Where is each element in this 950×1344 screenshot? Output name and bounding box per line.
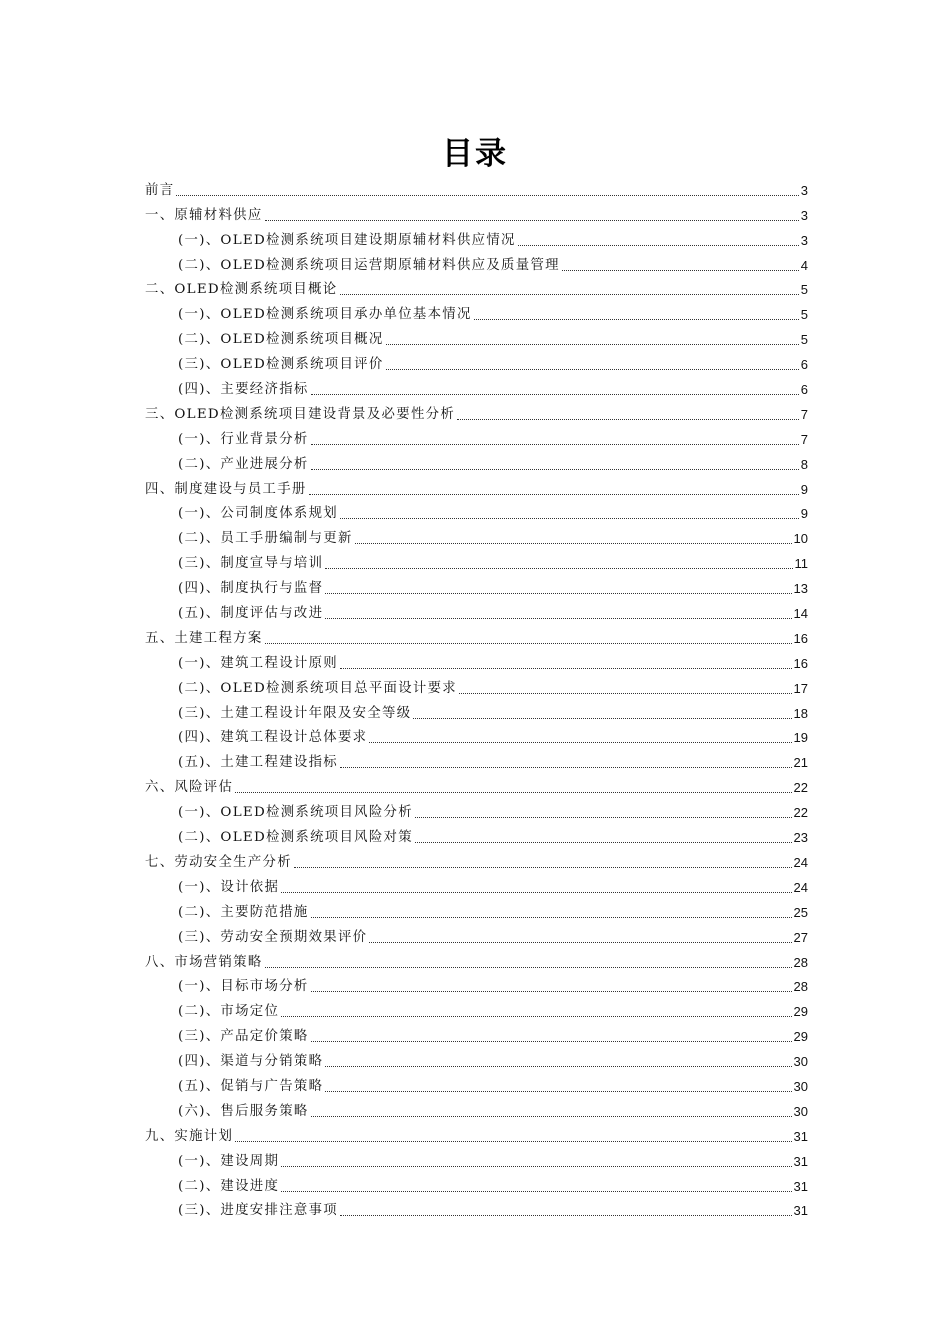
toc-page-number: 31 (793, 1153, 808, 1169)
toc-subsection-entry[interactable] (145, 324, 808, 349)
toc-subsection-entry[interactable] (145, 996, 808, 1021)
toc-dot-leader (413, 717, 791, 719)
toc-subsection-entry[interactable] (145, 548, 808, 573)
toc-page-number: 22 (793, 780, 808, 796)
toc-dot-leader (294, 866, 792, 868)
toc-subsection-entry[interactable] (145, 499, 808, 524)
toc-subsection-entry[interactable] (145, 250, 808, 275)
toc-dot-leader (415, 841, 792, 843)
toc-entry-title: (一)、目标市场分析 (178, 979, 309, 995)
toc-subsection-entry[interactable] (145, 648, 808, 673)
toc-entry-title: 五、土建工程方案 (145, 630, 263, 646)
toc-page-number: 18 (793, 705, 808, 721)
toc-page-number: 8 (800, 456, 808, 472)
toc-entry-title: (一)、建设周期 (178, 1153, 280, 1169)
toc-subsection-entry[interactable] (145, 922, 808, 947)
toc-page-number: 25 (793, 904, 808, 920)
toc-page-number: 9 (800, 481, 808, 497)
toc-page-number: 24 (793, 854, 808, 870)
toc-subsection-entry[interactable] (145, 872, 808, 897)
toc-dot-leader (235, 791, 791, 793)
toc-page-number: 22 (793, 805, 808, 821)
toc-page-number: 29 (793, 1029, 808, 1045)
toc-section-entry[interactable] (145, 175, 808, 200)
toc-dot-leader (281, 1015, 791, 1017)
toc-dot-leader (340, 766, 792, 768)
toc-entry-title: (三)、土建工程设计年限及安全等级 (178, 705, 412, 721)
toc-page-number: 21 (793, 755, 808, 771)
toc-subsection-entry[interactable] (145, 747, 808, 772)
toc-entry-title: (一)、OLED检测系统项目承办单位基本情况 (178, 307, 472, 323)
toc-subsection-entry[interactable] (145, 1171, 808, 1196)
toc-entry-title: (三)、产品定价策略 (178, 1029, 309, 1045)
toc-entry-title: 四、制度建设与员工手册 (145, 481, 307, 497)
toc-entry-title: (二)、主要防范措施 (178, 904, 309, 920)
toc-section-entry[interactable] (145, 474, 808, 499)
toc-dot-leader (265, 642, 792, 644)
toc-dot-leader (325, 1065, 791, 1067)
toc-dot-leader (311, 916, 792, 918)
toc-entry-title: 一、原辅材料供应 (145, 207, 263, 223)
toc-dot-leader (325, 617, 791, 619)
toc-page-number: 31 (793, 1203, 808, 1219)
toc-entry-title: 七、劳动安全生产分析 (145, 854, 292, 870)
toc-subsection-entry[interactable] (145, 349, 808, 374)
toc-page-number: 4 (800, 257, 808, 273)
toc-section-entry[interactable] (145, 947, 808, 972)
toc-entry-title: (三)、劳动安全预期效果评价 (178, 929, 368, 945)
toc-subsection-entry[interactable] (145, 897, 808, 922)
toc-subsection-entry[interactable] (145, 797, 808, 822)
toc-page-number: 19 (793, 730, 808, 746)
toc-entry-title: (一)、建筑工程设计原则 (178, 655, 338, 671)
toc-entry-title: (二)、OLED检测系统项目概况 (178, 332, 384, 348)
toc-subsection-entry[interactable] (145, 225, 808, 250)
toc-section-entry[interactable] (145, 275, 808, 300)
toc-page-number: 10 (793, 531, 808, 547)
toc-entry-title: (二)、产业进展分析 (178, 456, 309, 472)
toc-page-number: 7 (800, 431, 808, 447)
toc-dot-leader (281, 891, 791, 893)
toc-subsection-entry[interactable] (145, 424, 808, 449)
toc-entry-title: 二、OLED检测系统项目概论 (145, 282, 338, 298)
toc-section-entry[interactable] (145, 1121, 808, 1146)
toc-dot-leader (386, 368, 799, 370)
toc-page-number: 28 (793, 954, 808, 970)
toc-dot-leader (235, 1140, 791, 1142)
toc-entry-title: (四)、建筑工程设计总体要求 (178, 730, 368, 746)
toc-dot-leader (562, 269, 799, 271)
toc-entry-title: (五)、制度评估与改进 (178, 606, 324, 622)
toc-subsection-entry[interactable] (145, 449, 808, 474)
toc-entry-title: 六、风险评估 (145, 780, 234, 796)
toc-entry-title: 三、OLED检测系统项目建设背景及必要性分析 (145, 406, 456, 422)
toc-subsection-entry[interactable] (145, 1046, 808, 1071)
toc-dot-leader (457, 418, 799, 420)
toc-dot-leader (415, 816, 792, 818)
toc-page-number: 29 (793, 1004, 808, 1020)
toc-page-number: 30 (793, 1054, 808, 1070)
toc-dot-leader (281, 1165, 791, 1167)
toc-subsection-entry[interactable] (145, 598, 808, 623)
toc-entry-title: (二)、市场定位 (178, 1004, 280, 1020)
toc-dot-leader (369, 941, 791, 943)
toc-page-number: 24 (793, 879, 808, 895)
toc-page-number: 7 (800, 406, 808, 422)
toc-dot-leader (340, 517, 799, 519)
toc-dot-leader (474, 318, 799, 320)
toc-entry-title: (二)、OLED检测系统项目风险对策 (178, 830, 413, 846)
toc-subsection-entry[interactable] (145, 1071, 808, 1096)
toc-entry-title: (二)、员工手册编制与更新 (178, 531, 353, 547)
toc-entry-title: (一)、OLED检测系统项目风险分析 (178, 805, 413, 821)
toc-subsection-entry[interactable] (145, 723, 808, 748)
toc-section-entry[interactable] (145, 847, 808, 872)
toc-entry-title: (一)、OLED检测系统项目建设期原辅材料供应情况 (178, 232, 516, 248)
toc-subsection-entry[interactable] (145, 1146, 808, 1171)
toc-dot-leader (311, 443, 799, 445)
toc-dot-leader (311, 1115, 792, 1117)
toc-page-number: 23 (793, 830, 808, 846)
toc-page-number: 13 (793, 581, 808, 597)
toc-entry-title: (三)、进度安排注意事项 (178, 1203, 338, 1219)
toc-page-number: 3 (800, 182, 808, 198)
toc-subsection-entry[interactable] (145, 1196, 808, 1221)
toc-entry-title: 八、市场营销策略 (145, 954, 263, 970)
toc-entry-title: (五)、土建工程建设指标 (178, 755, 338, 771)
toc-page-number: 31 (793, 1128, 808, 1144)
toc-page-number: 11 (794, 556, 808, 572)
toc-entry-title: (四)、主要经济指标 (178, 382, 309, 398)
toc-entry-title: (二)、建设进度 (178, 1178, 280, 1194)
toc-subsection-entry[interactable] (145, 299, 808, 324)
toc-dot-leader (325, 567, 792, 569)
toc-page-number: 3 (800, 207, 808, 223)
toc-page-number: 5 (800, 307, 808, 323)
toc-dot-leader (311, 393, 799, 395)
toc-page-number: 6 (800, 357, 808, 373)
toc-dot-leader (518, 244, 799, 246)
toc-page-number: 27 (793, 929, 808, 945)
toc-page-number: 16 (793, 655, 808, 671)
toc-page-number: 14 (793, 606, 808, 622)
toc-subsection-entry[interactable] (145, 972, 808, 997)
toc-page-number: 31 (793, 1178, 808, 1194)
toc-page-number: 3 (800, 232, 808, 248)
toc-entry-title: 前言 (145, 182, 175, 198)
toc-page-number: 28 (793, 979, 808, 995)
toc-dot-leader (311, 468, 799, 470)
toc-dot-leader (355, 542, 792, 544)
toc-subsection-entry[interactable] (145, 374, 808, 399)
toc-page-number: 6 (800, 382, 808, 398)
toc-dot-leader (309, 493, 799, 495)
toc-dot-leader (340, 667, 792, 669)
toc-entry-title: (四)、渠道与分销策略 (178, 1054, 324, 1070)
toc-subsection-entry[interactable] (145, 1096, 808, 1121)
toc-page-number: 16 (793, 630, 808, 646)
toc-section-entry[interactable] (145, 623, 808, 648)
toc-list (145, 175, 808, 1220)
toc-section-entry[interactable] (145, 200, 808, 225)
toc-dot-leader (311, 1040, 792, 1042)
toc-dot-leader (265, 966, 792, 968)
toc-dot-leader (325, 592, 791, 594)
toc-subsection-entry[interactable] (145, 573, 808, 598)
toc-dot-leader (325, 1090, 791, 1092)
toc-subsection-entry[interactable] (145, 523, 808, 548)
toc-entry-title: (六)、售后服务策略 (178, 1103, 309, 1119)
toc-page-number: 9 (800, 506, 808, 522)
toc-dot-leader (311, 990, 792, 992)
toc-entry-title: (一)、行业背景分析 (178, 431, 309, 447)
toc-entry-title: 九、实施计划 (145, 1128, 234, 1144)
toc-page-number: 5 (800, 332, 808, 348)
toc-subsection-entry[interactable] (145, 1021, 808, 1046)
toc-page-number: 30 (793, 1103, 808, 1119)
toc-dot-leader (265, 219, 799, 221)
toc-entry-title: (一)、设计依据 (178, 879, 280, 895)
toc-page-number: 30 (793, 1078, 808, 1094)
toc-section-entry[interactable] (145, 772, 808, 797)
toc-subsection-entry[interactable] (145, 673, 808, 698)
toc-dot-leader (459, 692, 792, 694)
toc-subsection-entry[interactable] (145, 822, 808, 847)
toc-section-entry[interactable] (145, 399, 808, 424)
toc-entry-title: (三)、OLED检测系统项目评价 (178, 357, 384, 373)
toc-title: 目录 (442, 136, 508, 172)
toc-dot-leader (386, 343, 799, 345)
toc-dot-leader (340, 293, 799, 295)
toc-dot-leader (176, 194, 798, 196)
toc-entry-title: (二)、OLED检测系统项目运营期原辅材料供应及质量管理 (178, 257, 560, 273)
toc-entry-title: (二)、OLED检测系统项目总平面设计要求 (178, 680, 457, 696)
toc-page-number: 17 (793, 680, 808, 696)
toc-subsection-entry[interactable] (145, 698, 808, 723)
toc-dot-leader (281, 1190, 791, 1192)
toc-dot-leader (369, 741, 791, 743)
toc-page-number: 5 (800, 282, 808, 298)
toc-entry-title: (一)、公司制度体系规划 (178, 506, 338, 522)
toc-dot-leader (340, 1214, 792, 1216)
toc-entry-title: (三)、制度宣导与培训 (178, 556, 324, 572)
toc-entry-title: (五)、促销与广告策略 (178, 1078, 324, 1094)
toc-entry-title: (四)、制度执行与监督 (178, 581, 324, 597)
